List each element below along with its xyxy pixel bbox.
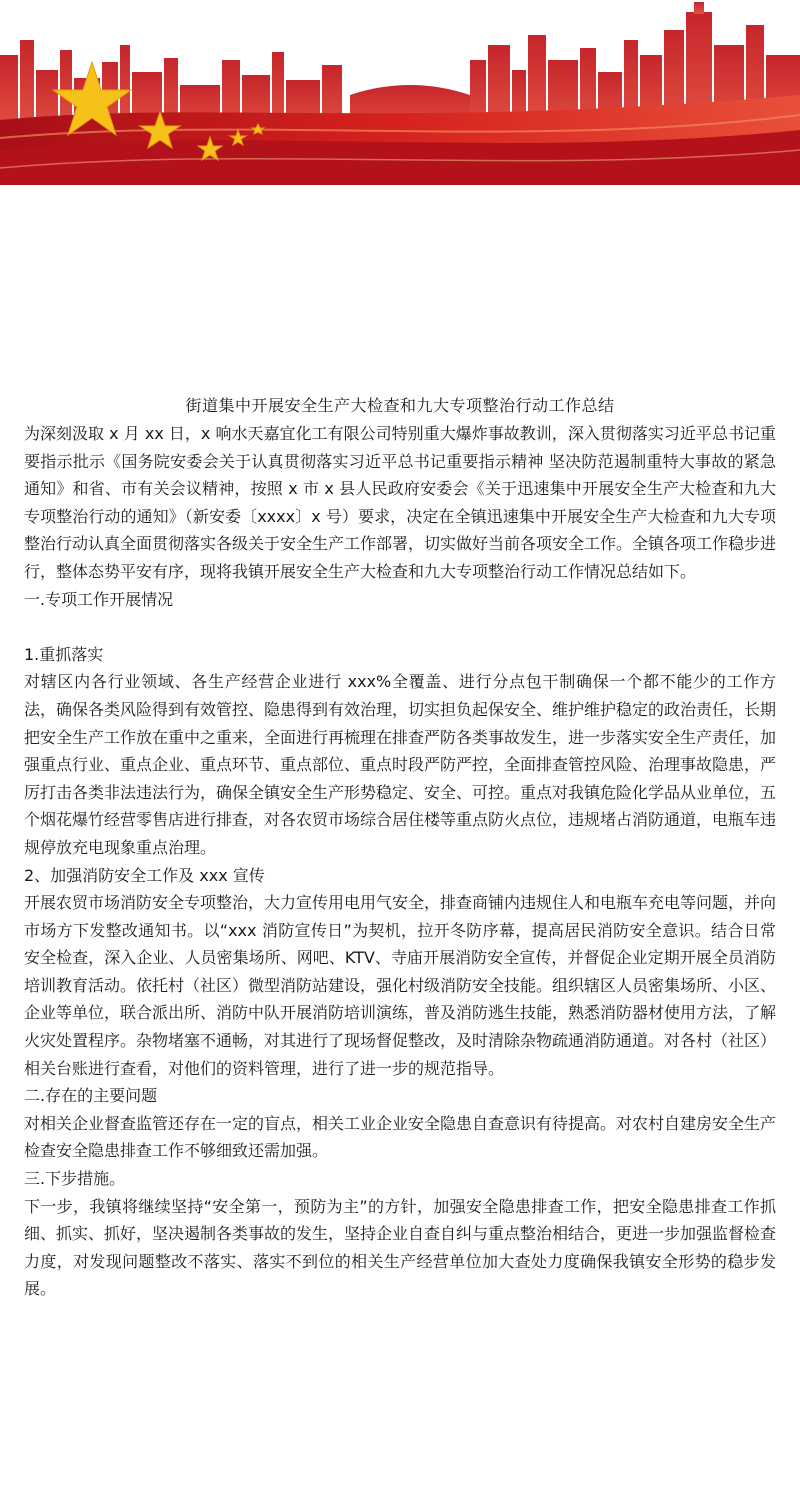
subsection2-body: 开展农贸市场消防安全专项整治，大力宣传用电用气安全，排查商铺内违规住人和电瓶车充电等问题，并向市场方下发整改通知书。以“xxx 消防宣传日”为契机，拉开冬防序幕，提高居民消防安全意识。结合日常安全检查，深入企业、人员密集场所、网吧、KTV、寺庙开展消防安全宣传，并督促企业定期开展全员消防培训教育活动。依托村（社区）微型消防站建设，强化村级消防安全技能。组织辖区人员密集场所、小区、企业等单位，联合派出所、消防中队开展消防培训演练，普及消防逃生技能，熟悉消防器材使用方法，了解火灾处置程序。杂物堵塞不通畅，对其进行了现场督促整改，及时清除杂物疏通消防通道。对各村（社区）相关台账进行查看，对他们的资料管理，进行了进一步的规范指导。 [24, 893, 777, 1078]
section1-heading: 一.专项工作开展情况 [24, 589, 174, 609]
document-body [24, 392, 776, 1303]
subsection1-heading: 1.重抓落实 [24, 644, 104, 664]
section3-heading: 三.下步措施。 [24, 1169, 126, 1189]
section3-body: 下一步，我镇将继续坚持“安全第一，预防为主”的方针，加强安全隐患排查工作，把安全隐患排查工作抓细、抓实、抓好，坚决遏制各类事故的发生，坚持企业自查自纠与重点整治相结合，更进一步加强监督检查力度，对发现问题整改不落实、落实不到位的相关生产经营单位加大查处力度确保我镇安全形势的稳步发展。 [24, 1196, 777, 1299]
header-banner [0, 0, 800, 185]
subsection2-heading: 2、加强消防安全工作及 xxx 宣传 [24, 865, 265, 885]
section2-heading: 二.存在的主要问题 [24, 1086, 158, 1106]
spacer [24, 613, 776, 641]
banner-illustration [0, 0, 800, 185]
section2-body: 对相关企业督查监管还存在一定的盲点，相关工业企业安全隐患自查意识有待提高。对农村自建房安全生产检查安全隐患排查工作不够细致还需加强。 [24, 1113, 777, 1161]
intro-paragraph: 为深刻汲取 x 月 xx 日，x 响水天嘉宜化工有限公司特别重大爆炸事故教训，深入贯彻落实习近平总书记重要指示批示《国务院安委会关于认真贯彻落实习近平总书记重要指示精神 坚决防范遏制重特大事故的紧急通知》和省、市有关会议精神，按照 x 市 x 县人民政府安委会《关于迅速集中开展安全生产大检查和九大专项整治行动的通知》（新安委〔xxxx〕x 号）要求，决定在全镇迅速集中开展安全生产大检查和九大专项整治行动认真全面贯彻落实各级关于安全生产工作部署，切实做好当前各项安全工作。全镇各项工作稳步进行，整体态势平安有序，现将我镇开展安全生产大检查和九大专项整治行动工作情况总结如下。 [24, 424, 777, 581]
document-title: 街道集中开展安全生产大检查和九大专项整治行动工作总结 [185, 396, 615, 415]
subsection1-body: 对辖区内各行业领域、各生产经营企业进行 xxx%全覆盖、进行分点包干制确保一个都不能少的工作方法，确保各类风险得到有效管控、隐患得到有效治理，切实担负起保安全、维护维护稳定的政治责任，长期把安全生产工作放在重中之重来，全面进行再梳理在排查严防各类事故发生，进一步落实安全生产责任，加强重点行业、重点企业、重点环节、重点部位、重点时段严防严控，全面排查管控风险、治理事故隐患，严厉打击各类非法违法行为，确保全镇安全生产形势稳定、安全、可控。重点对我镇危险化学品从业单位，五个烟花爆竹经营零售店进行排查，对各农贸市场综合居住楼等重点防火点位，违规堵占消防通道，电瓶车违规停放充电现象重点治理。 [24, 672, 777, 857]
